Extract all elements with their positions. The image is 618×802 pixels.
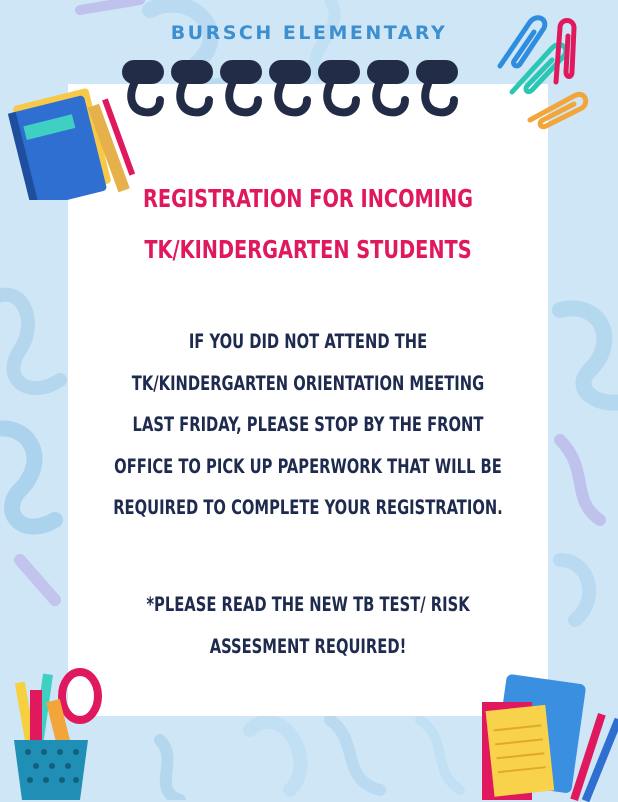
title-line-2: TK/KINDERGARTEN STUDENTS: [144, 235, 472, 264]
body-line-2: TK/KINDERGARTEN ORIENTATION MEETING: [131, 371, 485, 395]
body-line-1: IF YOU DID NOT ATTEND THE: [188, 330, 428, 353]
note-line-2: ASSESMENT REQUIRED!: [209, 635, 407, 658]
note-line-1: *PLEASE READ THE NEW TB TEST/ RISK: [146, 593, 470, 616]
spiral-binding: [122, 54, 502, 134]
title-line-1: REGISTRATION FOR INCOMING: [142, 184, 474, 213]
body-line-4: OFFICE TO PICK UP PAPERWORK THAT WILL BE: [114, 454, 502, 478]
instructions-paragraph: [106, 321, 509, 529]
body-line-3: LAST FRIDAY, PLEASE STOP BY THE FRONT: [132, 413, 484, 436]
registration-title: [102, 173, 515, 275]
notepad-icon: [468, 672, 618, 802]
tb-test-note: [106, 584, 509, 668]
paperclip-icon: [490, 8, 600, 138]
pencil-cup-icon: [8, 660, 108, 800]
body-line-5: REQUIRED TO COMPLETE YOUR REGISTRATION.: [113, 496, 503, 519]
school-name: BURSCH ELEMENTARY: [170, 22, 448, 44]
